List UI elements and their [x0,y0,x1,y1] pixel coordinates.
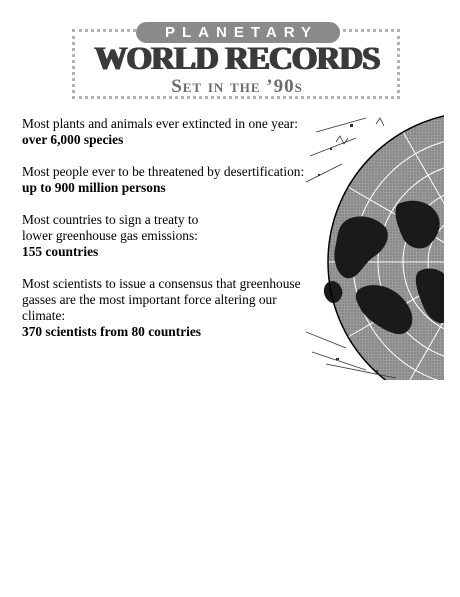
record-item [22,164,322,196]
header [72,22,402,100]
record-value: 155 countries [22,244,99,259]
record-item [22,212,322,260]
record-description: Most people ever to be threatened by desertification: [22,164,305,179]
record-description: lower greenhouse gas emissions: [22,228,198,243]
page-title: WORLD RECORDS [94,41,380,77]
record-description: Most scientists to issue a consensus that greenhouse [22,276,301,291]
record-item [22,116,322,148]
banner-pill: PLANETARY [136,22,340,43]
record-value: up to 900 million persons [22,180,166,195]
record-item [22,276,322,340]
record-description: Most plants and animals ever extincted in one year: [22,116,298,131]
page-subtitle: Set in the ’90s [171,76,303,97]
record-value: over 6,000 species [22,132,124,147]
record-description: Most countries to sign a treaty to [22,212,199,227]
record-value: 370 scientists from 80 countries [22,324,202,339]
globe-icon [306,112,446,380]
records-list [22,116,322,356]
record-description: gasses are the most important force altering our climate: [22,292,277,323]
